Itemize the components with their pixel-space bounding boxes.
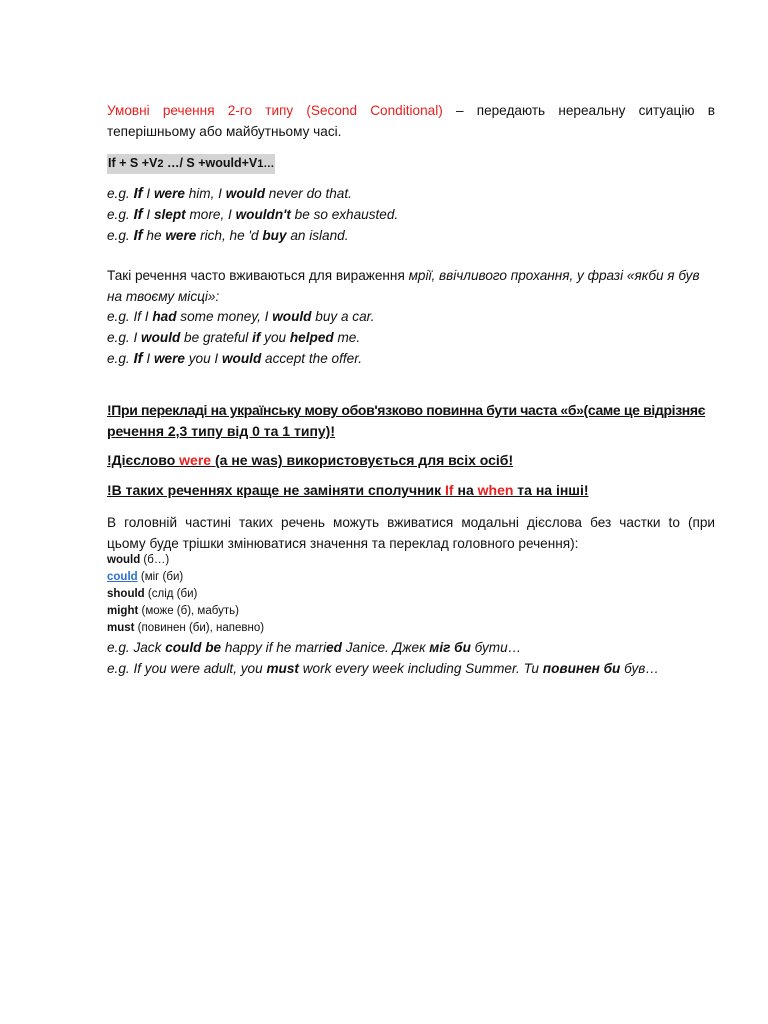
intro-description: передають нереальну ситуацію в — [476, 103, 715, 118]
list-item: might (може (б), мабуть) — [107, 605, 239, 617]
intro-title: Умовні речення 2-го типу (Second Conditional) — [107, 103, 443, 118]
examples-usage — [107, 306, 715, 369]
list-item: could (міг (би) — [107, 571, 184, 583]
example-line: e.g. Jack could be happy if he married Janice. Джек міг би бути… — [107, 640, 522, 655]
rule-translation: !При перекладі на українську мову обов'язково повинна бути часта «б»(саме це відрізняє речення 2,3 типу від 0 та 1 типу)! — [107, 402, 706, 439]
example-line: e.g. If I were you I would accept the offer. — [107, 350, 363, 367]
example-line: e.g. If he were rich, he 'd buy an island. — [107, 227, 349, 244]
example-line: e.g. If I slept more, I wouldn't be so exhausted. — [107, 206, 399, 223]
intro-paragraph: Умовні речення 2-го типу (Second Conditional) – передають нереальну ситуацію в теперішньому або майбутньому часі. — [107, 100, 715, 142]
example-line: e.g. If I had some money, I would buy a car. — [107, 309, 375, 324]
examples-basic — [107, 183, 715, 246]
list-item: should (слід (би) — [107, 588, 198, 600]
examples-modals — [107, 637, 727, 679]
formula-highlight: If + S +V2 …/ S +would+V1… — [107, 154, 275, 174]
formula-line — [107, 154, 715, 174]
modals-list — [107, 552, 715, 637]
list-item: would (б…) — [107, 554, 170, 566]
example-line: e.g. I would be grateful if you helped me. — [107, 330, 361, 345]
example-line: e.g. If I were him, I would never do that. — [107, 185, 352, 202]
rule-were: !Дієслово were (а не was) використовується для всіх осіб! — [107, 452, 514, 468]
list-item: must (повинен (би), напевно) — [107, 622, 265, 634]
rule-if-when: !В таких реченнях краще не заміняти сполучник If на when та на інші! — [107, 482, 589, 498]
modals-paragraph: В головній частині таких речень можуть вживатися модальні дієслова без частки to (при цьому буде трішки змінюватися значення та переклад головного речення): — [107, 515, 715, 551]
intro-description-cont: теперішньому або майбутньому часі. — [107, 124, 342, 139]
usage-paragraph: Такі речення часто вживаються для вираження мрії, ввічливого прохання, у фразі «якби я був на твоєму місці»: — [107, 268, 700, 304]
example-line: e.g. If you were adult, you must work every week including Summer. Ти повинен би був… — [107, 661, 659, 676]
could-link[interactable]: could — [107, 571, 138, 583]
